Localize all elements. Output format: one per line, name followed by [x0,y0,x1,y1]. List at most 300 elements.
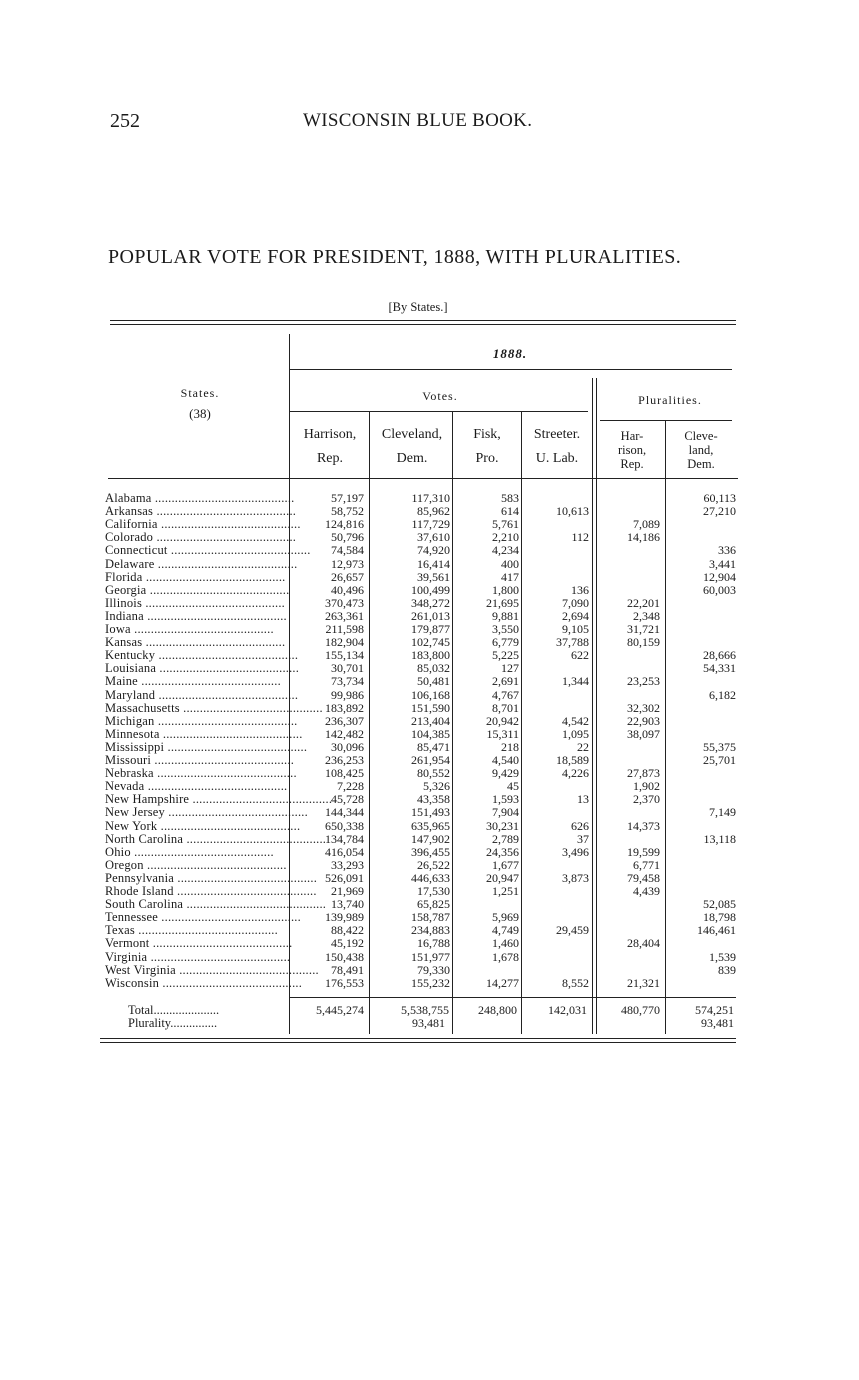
cell-cleveland: 16,414 [417,556,450,571]
cell-fisk: 14,277 [486,975,519,990]
table-row [0,675,859,688]
cell-state: Ohio .......................................... [105,844,274,859]
cell-harrison: 45,192 [331,936,364,951]
cell-harrison: 7,228 [337,779,364,794]
cell-cleveland: 261,013 [411,608,450,623]
cell-state: Minnesota .......................................... [105,726,303,741]
dot-leader: .......................................... [159,726,303,741]
table-row [0,544,859,557]
cell-fisk: 20,942 [486,713,519,728]
cell-cleveland: 396,455 [411,844,450,859]
cell-cleveland: 183,800 [411,648,450,663]
cell-cleveland: 79,330 [417,962,450,977]
dot-leader: .......................................... [179,700,323,715]
cell-harrison: 150,438 [325,949,364,964]
col-header-pl-harrison-1: Har- [620,429,644,443]
cell-streeter: 4,226 [562,766,589,781]
col-header-harrison [292,426,368,467]
cell-cleveland: 151,590 [411,700,450,715]
dot-leader: .......................................... [155,687,299,702]
cell-streeter: 7,090 [562,595,589,610]
dot-leader: .......................................... [183,897,327,912]
cell-harrison: 13,740 [331,897,364,912]
dot-leader: .......................................... [175,962,319,977]
cell-harrison: 211,598 [325,622,364,636]
dot-leader: .......................................... [130,844,274,859]
dot-leader: .......................................... [153,766,297,781]
table-top-rule [110,320,736,321]
dot-leader: .......................................... [154,713,298,728]
cell-fisk: 7,904 [492,805,519,820]
cell-fisk: 9,881 [492,608,519,623]
cell-streeter: 13 [577,792,589,807]
total-label-text: Total [128,1003,154,1017]
cell-fisk: 3,550 [492,622,519,636]
cell-fisk: 1,800 [492,582,519,597]
dot-leader: .......................................... [134,923,278,938]
cell-streeter: 18,589 [556,753,589,767]
year-header: 1888. [492,346,528,361]
cell-harrison: 176,553 [325,975,364,990]
header-bottom-rule [108,478,738,479]
cell-harrison: 124,816 [325,517,364,532]
pluralities-header: Pluralities. [638,393,702,407]
cell-plurality-harrison: 27,873 [627,766,660,781]
col-header-pl-cleveland-3: Dem. [687,456,715,471]
cell-harrison: 30,701 [331,661,364,676]
cell-plurality-harrison: 28,404 [627,936,660,951]
total-pl-harrison: 480,770 [621,1003,660,1017]
cell-plurality-harrison: 4,439 [633,884,660,898]
cell-plurality-harrison: 2,370 [633,792,660,807]
cell-state: West Virginia .......................................... [105,962,319,977]
cell-cleveland: 16,788 [417,936,450,951]
cell-state: Massachusetts .......................................... [105,700,323,715]
table-row [0,951,859,964]
cell-cleveland: 39,561 [417,569,450,584]
cell-harrison: 78,491 [331,962,364,977]
cell-state: Colorado .......................................... [105,530,297,545]
total-label: Total..................... [128,1003,220,1017]
cell-harrison: 236,307 [325,713,364,728]
cell-fisk: 4,749 [492,923,519,938]
cell-fisk: 4,234 [492,543,519,558]
total-harrison: 5,445,274 [316,1003,364,1017]
cell-state: Texas .......................................... [105,923,278,938]
dot-leader: .......................................... [174,870,318,885]
col-header-harrison-name: Harrison, [303,427,357,442]
dot-leader: .......................................... [142,635,286,650]
page-number: 252 [110,110,140,132]
cell-fisk: 5,225 [492,648,519,663]
cell-streeter: 1,344 [562,674,589,689]
table-row [0,833,859,846]
cell-cleveland: 213,404 [411,713,450,728]
dot-leader: .......................................... [157,910,301,925]
cell-plurality-harrison: 7,089 [633,517,660,532]
table-row [0,702,859,715]
cell-harrison: 57,197 [331,491,364,505]
cell-harrison: 45,728 [331,792,364,807]
cell-state: Kentucky .......................................... [105,648,299,663]
cell-harrison: 88,422 [331,923,364,938]
cell-state: Connecticut .......................................... [105,543,311,558]
cell-harrison: 50,796 [331,530,364,545]
cell-cleveland: 65,825 [417,897,450,912]
cell-plurality-harrison: 14,373 [627,818,660,833]
cell-fisk: 417 [501,569,519,584]
cell-plurality-harrison: 21,321 [627,975,660,990]
cell-cleveland: 50,481 [417,674,450,689]
cell-plurality-cleveland: 146,461 [697,923,736,938]
cell-harrison: 142,482 [325,726,364,741]
cell-fisk: 1,678 [492,949,519,964]
votes-rule [290,411,588,412]
dot-leader: .......................................... [142,595,286,610]
col-header-pl-cleveland-1: Cleve- [684,429,718,443]
cell-plurality-cleveland: 839 [718,962,736,977]
cell-cleveland: 106,168 [411,687,450,702]
col-header-fisk-party: Pro. [475,450,499,466]
cell-cleveland: 85,962 [417,504,450,519]
cell-streeter: 8,552 [562,975,589,990]
cell-cleveland: 85,471 [417,739,450,754]
dot-leader: .......................................... [157,517,301,532]
col-header-harrison-party: Rep. [316,450,344,466]
cell-harrison: 144,344 [325,805,364,820]
cell-cleveland: 100,499 [411,582,450,597]
table-row [0,937,859,950]
cell-cleveland: 635,965 [411,818,450,833]
cell-fisk: 4,540 [492,753,519,767]
plurality-pl-cleveland: 93,481 [701,1016,734,1030]
cell-fisk: 45 [507,779,519,794]
year-rule [290,369,732,370]
cell-cleveland: 147,902 [411,831,450,846]
dot-leader: .......................................... [189,792,333,807]
dot-leader: .......................................... [157,818,301,833]
dot-leader: .......................................... [156,661,300,676]
cell-streeter: 3,496 [562,844,589,859]
dot-leader: .......................................... [173,884,317,898]
dot-leader: .......................................... [130,622,274,636]
cell-cleveland: 43,358 [417,792,450,807]
dot-leader: .......................................... [164,739,308,754]
cell-streeter: 9,105 [562,622,589,636]
cell-fisk: 8,701 [492,700,519,715]
cell-plurality-harrison: 19,599 [627,844,660,859]
cell-state: Kansas .......................................... [105,635,286,650]
cell-plurality-cleveland: 52,085 [703,897,736,912]
table-row [0,820,859,833]
cell-state: Illinois .......................................... [105,595,286,610]
cell-fisk: 5,969 [492,910,519,925]
cell-streeter: 1,095 [562,726,589,741]
col-header-fisk [455,426,519,467]
dot-leader: .......................................... [164,805,308,820]
cell-fisk: 1,677 [492,857,519,872]
page-title: POPULAR VOTE FOR PRESIDENT, 1888, WITH PLURALITIES. [108,246,682,268]
votes-header: Votes. [422,389,458,403]
cell-cleveland: 74,920 [417,543,450,558]
cell-plurality-harrison: 31,721 [627,622,660,636]
cell-cleveland: 158,787 [411,910,450,925]
total-streeter: 142,031 [548,1003,587,1017]
cell-fisk: 21,695 [486,595,519,610]
table-row [0,584,859,597]
col-header-streeter-name: Streeter. [533,427,581,442]
pluralities-rule [600,420,732,421]
cell-plurality-harrison: 80,159 [627,635,660,650]
cell-harrison: 139,989 [325,910,364,925]
table-row [0,558,859,571]
cell-plurality-harrison: 79,458 [627,870,660,885]
cell-plurality-cleveland: 28,666 [703,648,736,663]
cell-state: North Carolina .......................................... [105,831,327,846]
cell-harrison: 526,091 [325,870,364,885]
cell-plurality-cleveland: 6,182 [709,687,736,702]
plurality-cleveland: 93,481 [412,1016,445,1030]
dot-leader: .......................................... [167,543,311,558]
cell-fisk: 614 [501,504,519,519]
dot-leader: .......................................... [143,857,287,872]
cell-fisk: 127 [501,661,519,676]
cell-streeter: 2,694 [562,608,589,623]
cell-streeter: 626 [571,818,589,833]
cell-harrison: 30,096 [331,739,364,754]
table-row [0,964,859,977]
cell-fisk: 2,210 [492,530,519,545]
cell-state: Delaware .......................................... [105,556,298,571]
cell-harrison: 650,338 [325,818,364,833]
cell-streeter: 3,873 [562,870,589,885]
cell-state: Oregon .......................................... [105,857,287,872]
dot-leader: .......................................... [151,753,295,767]
cell-fisk: 2,789 [492,831,519,846]
cell-cleveland: 151,977 [411,949,450,964]
cell-state: Maine .......................................... [105,674,281,689]
cell-state: Georgia .......................................... [105,582,290,597]
cell-fisk: 9,429 [492,766,519,781]
dot-leader: .......................................... [143,608,287,623]
cell-fisk: 1,251 [492,884,519,898]
cell-state: Alabama .......................................... [105,491,295,505]
cell-state: Wisconsin .......................................... [105,975,303,990]
cell-streeter: 10,613 [556,504,589,519]
dot-leader: .......................................... [137,674,281,689]
col-header-pl-harrison [600,430,664,471]
cell-cleveland: 155,232 [411,975,450,990]
cell-fisk: 1,460 [492,936,519,951]
cell-plurality-harrison: 23,253 [627,674,660,689]
cell-fisk: 30,231 [486,818,519,833]
col-header-cleveland-name: Cleveland, [381,427,443,442]
cell-state: Nevada .......................................... [105,779,288,794]
dot-leader: .......................................... [153,530,297,545]
cell-fisk: 2,691 [492,674,519,689]
col-header-streeter-party: U. Lab. [535,450,579,466]
cell-cleveland: 234,883 [411,923,450,938]
cell-cleveland: 5,326 [423,779,450,794]
cell-state: South Carolina .......................................... [105,897,327,912]
cell-state: Tennessee .......................................... [105,910,301,925]
cell-fisk: 15,311 [486,726,519,741]
cell-plurality-cleveland: 7,149 [709,805,736,820]
cell-cleveland: 117,310 [411,491,450,505]
cell-harrison: 155,134 [325,648,364,663]
cell-state: Vermont .......................................... [105,936,293,951]
cell-cleveland: 17,530 [417,884,450,898]
cell-harrison: 21,969 [331,884,364,898]
cell-cleveland: 117,729 [411,517,450,532]
table-bottom-rule-2 [100,1042,736,1043]
cell-state: Florida .......................................... [105,569,286,584]
cell-cleveland: 348,272 [411,595,450,610]
dot-leader: .......................................... [149,936,293,951]
cell-cleveland: 179,877 [411,622,450,636]
cell-harrison: 26,657 [331,569,364,584]
col-header-fisk-name: Fisk, [473,427,501,442]
cell-streeter: 37 [577,831,589,846]
cell-fisk: 24,356 [486,844,519,859]
dot-leader: .......................................... [183,831,327,846]
table-row [0,846,859,859]
table-row [0,859,859,872]
col-header-pl-harrison-3: Rep. [620,456,644,471]
cell-state: New York .......................................... [105,818,301,833]
cell-state: Louisiana .......................................... [105,661,300,676]
cell-plurality-cleveland: 18,798 [703,910,736,925]
cell-cleveland: 102,745 [411,635,450,650]
total-pl-cleveland: 574,251 [695,1003,734,1017]
col-header-pl-cleveland-2: land, [688,442,714,457]
cell-plurality-harrison: 14,186 [627,530,660,545]
dot-leader: .......................................... [159,975,303,990]
dot-leader: .......................................... [146,582,290,597]
cell-plurality-harrison: 6,771 [633,857,660,872]
col-header-pl-harrison-2: rison, [617,442,647,457]
table-row [0,689,859,702]
cell-fisk: 20,947 [486,870,519,885]
cell-fisk: 218 [501,739,519,754]
cell-harrison: 74,584 [331,543,364,558]
cell-streeter: 622 [571,648,589,663]
table-top-rule-2 [110,324,736,325]
cell-plurality-harrison: 22,903 [627,713,660,728]
cell-harrison: 263,361 [325,608,364,623]
states-header: States. [180,386,220,400]
plurality-label: Plurality............... [128,1016,218,1030]
subtitle: [By States.] [388,300,448,314]
cell-plurality-cleveland: 25,701 [703,753,736,767]
cell-plurality-cleveland: 13,118 [703,831,736,846]
cell-harrison: 182,904 [325,635,364,650]
table-bottom-rule [100,1038,736,1039]
cell-plurality-cleveland: 12,904 [703,569,736,584]
cell-state: Nebraska .......................................... [105,766,297,781]
cell-harrison: 236,253 [325,753,364,767]
cell-streeter: 112 [571,530,589,545]
cell-harrison: 108,425 [325,766,364,781]
cell-state: Rhode Island .......................................... [105,884,317,898]
col-header-pl-cleveland [667,430,735,471]
states-count: (38) [189,406,211,421]
cell-state: Iowa .......................................... [105,622,274,636]
cell-streeter: 4,542 [562,713,589,728]
col-header-cleveland-party: Dem. [396,450,428,466]
dot-leader: .......................................... [155,648,299,663]
table-row [0,597,859,610]
cell-plurality-cleveland: 3,441 [709,556,736,571]
table-row [0,728,859,741]
col-header-streeter [523,426,591,467]
cell-state: Virginia .......................................... [105,949,291,964]
cell-plurality-cleveland: 55,375 [703,739,736,754]
cell-cleveland: 85,032 [417,661,450,676]
table-row [0,977,859,990]
running-head: WISCONSIN BLUE BOOK. [303,110,533,131]
dot-leader: .......................................... [154,556,298,571]
cell-harrison: 58,752 [331,504,364,519]
cell-harrison: 12,973 [331,556,364,571]
cell-cleveland: 151,493 [411,805,450,820]
cell-cleveland: 37,610 [417,530,450,545]
cell-harrison: 73,734 [331,674,364,689]
cell-harrison: 416,054 [325,844,364,859]
cell-state: Pennsylvania .......................................... [105,870,318,885]
cell-plurality-harrison: 32,302 [627,700,660,715]
cell-fisk: 5,761 [492,517,519,532]
cell-plurality-cleveland: 60,003 [703,582,736,597]
total-fisk: 248,800 [478,1003,517,1017]
cell-fisk: 6,779 [492,635,519,650]
cell-cleveland: 446,633 [411,870,450,885]
cell-plurality-cleveland: 60,113 [703,491,736,505]
dot-leader: .......................................... [151,491,295,505]
cell-state: Indiana .......................................... [105,608,287,623]
table-row [0,571,859,584]
plurality-label-text: Plurality [128,1016,171,1030]
cell-harrison: 134,784 [325,831,364,846]
cell-state: Arkansas .......................................... [105,504,297,519]
cell-fisk: 4,767 [492,687,519,702]
cell-plurality-harrison: 1,902 [633,779,660,794]
cell-cleveland: 80,552 [417,766,450,781]
cell-harrison: 40,496 [331,582,364,597]
cell-plurality-cleveland: 336 [718,543,736,558]
cell-plurality-harrison: 2,348 [633,608,660,623]
dot-leader: .......................................... [147,949,291,964]
total-cleveland: 5,538,755 [401,1003,449,1017]
cell-state: New Hampshire .......................................... [105,792,333,807]
dot-leader: .......................................... [144,779,288,794]
cell-plurality-harrison: 22,201 [627,595,660,610]
cell-state: California .......................................... [105,517,301,532]
total-rule [290,997,736,998]
cell-streeter: 22 [577,739,589,754]
cell-harrison: 99,986 [331,687,364,702]
cell-plurality-cleveland: 54,331 [703,661,736,676]
cell-state: Missouri .......................................... [105,753,295,767]
dot-leader: .......................................... [142,569,286,584]
cell-fisk: 1,593 [492,792,519,807]
cell-cleveland: 261,954 [411,753,450,767]
cell-cleveland: 104,385 [411,726,450,741]
cell-plurality-harrison: 38,097 [627,726,660,741]
cell-cleveland: 26,522 [417,857,450,872]
cell-fisk: 400 [501,556,519,571]
cell-streeter: 37,788 [556,635,589,650]
